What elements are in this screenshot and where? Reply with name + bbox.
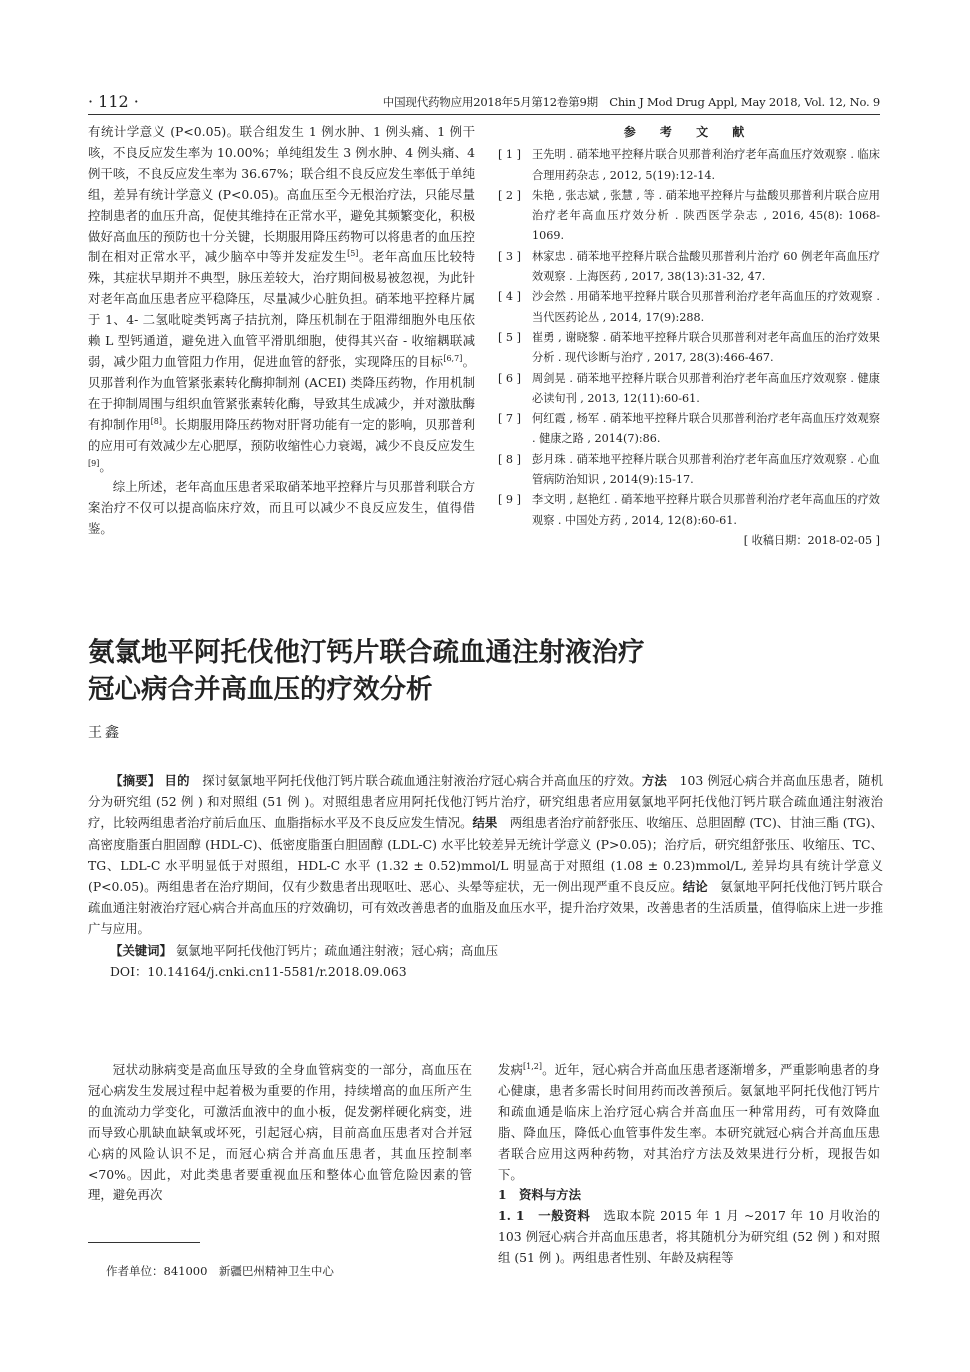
reference-number: [ 2 ] bbox=[498, 188, 521, 202]
reference-number: [ 1 ] bbox=[498, 148, 521, 162]
reference-text: 王先明 . 硝苯地平控释片联合贝那普利治疗老年高血压疗效观察 . 临床合理用药杂志 , 2012, 5(19):12-14. bbox=[532, 148, 880, 182]
reference-item bbox=[498, 409, 880, 450]
reference-item bbox=[498, 369, 880, 410]
references bbox=[498, 122, 880, 551]
journal-header: 中国现代药物应用2018年5月第12卷第9期 Chin J Mod Drug Appl, May 2018, Vol. 12, No. 9 bbox=[382, 95, 880, 109]
citation: [5] bbox=[347, 249, 359, 259]
references-title: 参 考 文 献 bbox=[623, 125, 755, 139]
abstract-text: 【摘要】 目的 探讨氨氯地平阿托伐他汀钙片联合疏血通注射液治疗冠心病合并高血压的疗效。方法 103 例冠心病合并高血压患者，随机分为研究组 (52 例 ) 和对照组 (51 例 )。对照组患者应用阿托伐他汀钙片治疗，研究组患者应用氨氯地平阿托伐他汀钙片联合疏血通注射液治疗，比较两组患者治疗前后血压、血脂指标水平及不良反应发生情况。结果 两组患者治疗前舒张压、收缩压、总胆固醇 (TC)、甘油三酯 (TG)、高密度脂蛋白胆固醇 (HDL-C)、低密度脂蛋白胆固醇 (LDL-C) 水平比较差异无统计学意义 (P>0.05)；治疗后，研究组舒张压、收缩压、TC、TG、LDL-C 水平明显低于对照组，HDL-C 水平 (1.32 ± 0.52)mmol/L 明显高于对照组 (1.08 ± 0.23)mmol/L, 差异均具有统计学意义 (P<0.05)。两组患者在治疗期间，仅有少数患者出现呕吐、恶心、头晕等症状，无一例出现严重不良反应。结论 氨氯地平阿托伐他汀钙片联合疏血通注射液治疗冠心病合并高血压的疗效确切，可有效改善患者的血脂及血压水平，提升治疗效果，改善患者的生活质量，值得临床上进一步推广与应用。 bbox=[88, 773, 884, 937]
reference-item bbox=[498, 328, 880, 369]
paragraph: 1. 1 一般资料 选取本院 2015 年 1 月 ~2017 年 10 月收治的 103 例冠心病合并高血压患者，将其随机分为研究组 (52 例 ) 和对照组 (51 例 )。两组患者性别、年龄及病程等 bbox=[498, 1208, 881, 1266]
citation: [8] bbox=[150, 416, 162, 426]
page-number: · 112 · bbox=[88, 92, 139, 111]
paragraph: 发病[1,2]。近年，冠心病合并高血压患者逐渐增多，严重影响患者的身心健康，患者多需长时间用药而改善预后。氨氯地平阿托伐他汀钙片和疏血通是临床上治疗冠心病合并高血压一种常用药，可有效降血脂、降血压，降低心血管事件发生率。本研究就冠心病合并高血压患者联合应用这两种药物，对其治疗方法及效果进行分析，现报告如下。 bbox=[498, 1061, 881, 1182]
abstract bbox=[88, 770, 883, 982]
citation: [6,7] bbox=[443, 353, 463, 363]
citation: [9] bbox=[88, 458, 100, 468]
reference-text: 李文明 , 赵艳红 . 硝苯地平控释片联合贝那普利治疗老年高血压的疗效观察 . 中国处方药 , 2014, 12(8):60-61. bbox=[532, 493, 880, 527]
reference-text: 周剑晃 . 硝苯地平控释片联合贝那普利治疗老年高血压疗效观察 . 健康必读旬刊 , 2013, 12(11):60-61. bbox=[532, 371, 880, 405]
section-heading: 1 资料与方法 bbox=[498, 1187, 581, 1203]
reference-item bbox=[498, 450, 880, 491]
reference-number: [ 7 ] bbox=[498, 412, 521, 426]
paragraph: 综上所述，老年高血压患者采取硝苯地平控释片与贝那普利联合方案治疗不仅可以提高临床疗效，而且可以减少不良反应发生，值得借鉴。 bbox=[88, 479, 475, 537]
footnote-rule bbox=[88, 1242, 200, 1243]
reference-number: [ 3 ] bbox=[498, 249, 521, 263]
reference-item bbox=[498, 145, 880, 186]
reference-number: [ 8 ] bbox=[498, 452, 521, 466]
previous-article-conclusion bbox=[88, 122, 475, 540]
reference-text: 沙会然 . 用硝苯地平控释片联合贝那普利治疗老年高血压的疗效观察 . 当代医药论丛 , 2014, 17(9):288. bbox=[532, 290, 880, 324]
header-rule bbox=[88, 114, 880, 115]
reference-number: [ 5 ] bbox=[498, 330, 521, 344]
doi: DOI：10.14164/j.cnki.cn11-5581/r.2018.09.063 bbox=[110, 963, 407, 979]
author: 王鑫 bbox=[88, 725, 122, 741]
reference-item bbox=[498, 287, 880, 328]
body-left-column bbox=[88, 1060, 472, 1206]
reference-number: [ 4 ] bbox=[498, 290, 521, 304]
reference-text: 崔勇 , 谢晓黎 . 硝苯地平控释片联合贝那普利对老年高血压的治疗效果分析 . 现代诊断与治疗 , 2017, 28(3):466-467. bbox=[532, 330, 880, 365]
reference-number: [ 9 ] bbox=[498, 493, 521, 507]
reference-text: 朱艳 , 张志斌 , 张慧 , 等 . 硝苯地平控释片与盐酸贝那普利片联合应用治疗老年高血压疗效分析 . 陕西医学杂志 , 2016, 45(8): 1068-1069. bbox=[532, 188, 880, 243]
received-date: [ 收稿日期：2018-02-05 ] bbox=[743, 533, 880, 547]
reference-text: 何红霞 , 杨军 . 硝苯地平控释片联合贝那普利治疗老年高血压疗效观察 . 健康之路 , 2014(7):86. bbox=[532, 412, 880, 446]
reference-text: 林家忠 . 硝苯地平控释片联合盐酸贝那普利片治疗 60 例老年高血压疗效观察 . 上海医药 , 2017, 38(13):31-32, 47. bbox=[532, 249, 880, 284]
author-affiliation: 作者单位：841000 新疆巴州精神卫生中心 bbox=[106, 1264, 334, 1278]
reference-item bbox=[498, 247, 880, 288]
body-right-column bbox=[498, 1060, 880, 1269]
subsection-heading: 1. 1 一般资料 bbox=[498, 1208, 591, 1224]
reference-item bbox=[498, 186, 880, 247]
reference-item bbox=[498, 490, 880, 531]
citation: [1,2] bbox=[523, 1061, 543, 1071]
article-title: 氨氯地平阿托伐他汀钙片联合疏血通注射液治疗 冠心病合并高血压的疗效分析 bbox=[88, 637, 645, 705]
paragraph: 冠状动脉病变是高血压导致的全身血管病变的一部分，高血压在冠心病发生发展过程中起着极为重要的作用，持续增高的血压所产生的血流动力学变化，可激活血液中的血小板，促发粥样硬化病变，进而导致心肌缺血缺氧或坏死，引起冠心病，目前高血压患者对合并冠心病的风险认识不足，而冠心病合并高血压患者，其血压控制率 <70%。因此，对此类患者要重视血压和整体心血管危险因素的管理，避免再次 bbox=[88, 1062, 472, 1203]
reference-number: [ 6 ] bbox=[498, 371, 521, 385]
reference-text: 彭月珠 . 硝苯地平控释片联合贝那普利治疗老年高血压疗效观察 . 心血管病防治知识 , 2014(9):15-17. bbox=[532, 452, 880, 487]
keywords: 【关键词】 氨氯地平阿托伐他汀钙片；疏血通注射液；冠心病；高血压 bbox=[110, 942, 499, 958]
paragraph: 有统计学意义 (P<0.05)。联合组发生 1 例水肿、1 例头痛、1 例干咳，不良反应发生率为 10.00%；单纯组发生 3 例水肿、4 例头痛、4 例干咳，不良反应发生率为 36.67%；联合组不良反应发生率低于单纯组，差异有统计学意义 (P<0.05)。高血压至今无根治疗法，只能尽量控制患者的血压升高，促使其维持在正常水平，避免其频繁变化，积极做好高血压的预防也十分关键，长期服用降压药物可以将患者的血压控制在相对正常水平，减少脑卒中等并发症发生[5]。老年高血压比较特殊，其症状早期并不典型，脉压差较大，治疗期间极易被忽视，为此针对老年高血压患者应平稳降压，尽量减少心脏负担。硝苯地平控释片属于 1、4- 二氢吡啶类钙离子拮抗剂，降压机制在于阻滞细胞外电压依赖 L 型钙通道，避免进入血管平滑肌细胞，使得其兴奋 - 收缩耦联减弱，减少阻力血管阻力作用，促进血管的舒张，实现降压的目标[6,7]。贝那普利作为血管紧张素转化酶抑制剂 (ACEI) 类降压药物，作用机制在于抑制周围与组织血管紧张素转化酶，导致其生成减少，并对激肽酶有抑制作用[8]。长期服用降压药物对肝肾功能有一定的影响，贝那普利的应用可有效减少左心肥厚，预防收缩性心力衰竭，减少不良反应发生[9]。 bbox=[88, 124, 476, 474]
